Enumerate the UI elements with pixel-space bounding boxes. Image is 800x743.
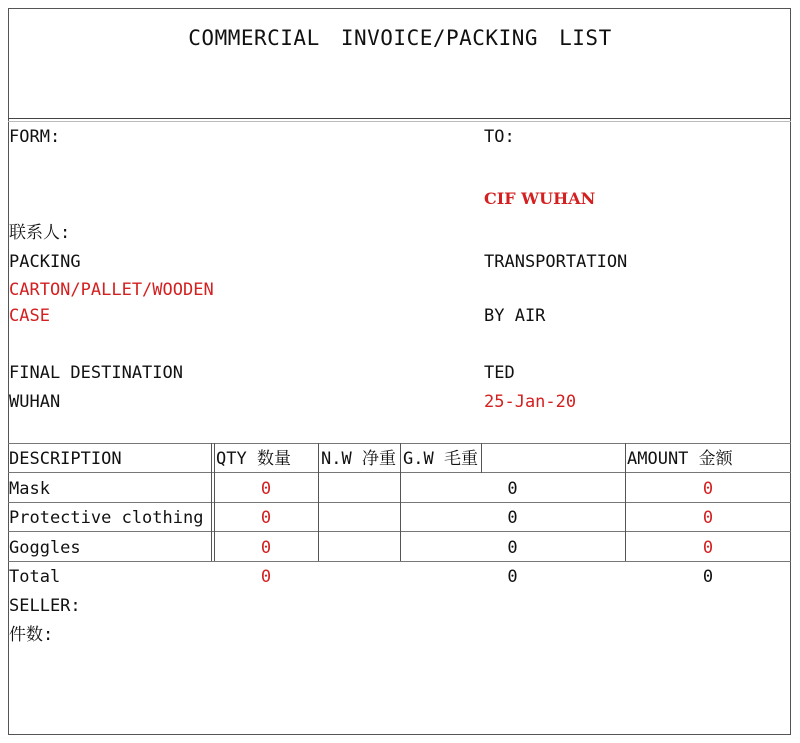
to-label: TO: [484, 127, 515, 147]
packing-value-line1: CARTON/PALLET/WOODEN [9, 280, 214, 300]
col-divider-gw [481, 443, 482, 473]
contact-label: 联系人: [9, 223, 71, 243]
ted-value: 25-Jan-20 [484, 392, 577, 412]
document-title: COMMERCIAL INVOICE/PACKING LIST [188, 26, 612, 50]
total-qty: 0 [260, 567, 272, 587]
seller-label: SELLER: [9, 596, 81, 616]
row-amount: 0 [702, 508, 714, 528]
form-label: FORM: [9, 127, 61, 147]
row-description: Protective clothing [9, 508, 204, 528]
total-amount: 0 [702, 567, 714, 587]
row-gw: 0 [507, 479, 518, 499]
col-divider-desc-a [211, 443, 212, 561]
total-label: Total [9, 567, 61, 587]
col-header-qty: QTY 数量 [216, 449, 291, 469]
col-header-amount: AMOUNT 金额 [627, 449, 733, 469]
title-divider [8, 118, 791, 119]
row-description: Mask [9, 479, 50, 499]
total-gw: 0 [507, 567, 518, 587]
col-header-nw: N.W 净重 [321, 449, 396, 469]
row-amount: 0 [702, 538, 714, 558]
col-header-gw: G.W 毛重 [403, 449, 478, 469]
row-qty: 0 [260, 479, 272, 499]
row-amount: 0 [702, 479, 714, 499]
ted-label: TED [484, 363, 515, 383]
title-divider-inner [8, 121, 791, 122]
final-destination-value: WUHAN [9, 392, 61, 412]
col-header-description: DESCRIPTION [9, 449, 122, 469]
pieces-label: 件数: [9, 625, 54, 645]
to-value: CIF WUHAN [484, 189, 596, 208]
packing-value-line2: CASE [9, 306, 50, 326]
final-destination-label: FINAL DESTINATION [9, 363, 183, 383]
packing-label: PACKING [9, 252, 81, 272]
row-divider-3 [8, 561, 791, 562]
row-qty: 0 [260, 508, 272, 528]
transportation-label: TRANSPORTATION [484, 252, 628, 272]
row-gw: 0 [507, 508, 518, 528]
col-divider-qty [318, 443, 319, 561]
row-gw: 0 [507, 538, 518, 558]
transportation-value: BY AIR [484, 306, 546, 326]
row-qty: 0 [260, 538, 272, 558]
row-description: Goggles [9, 538, 81, 558]
